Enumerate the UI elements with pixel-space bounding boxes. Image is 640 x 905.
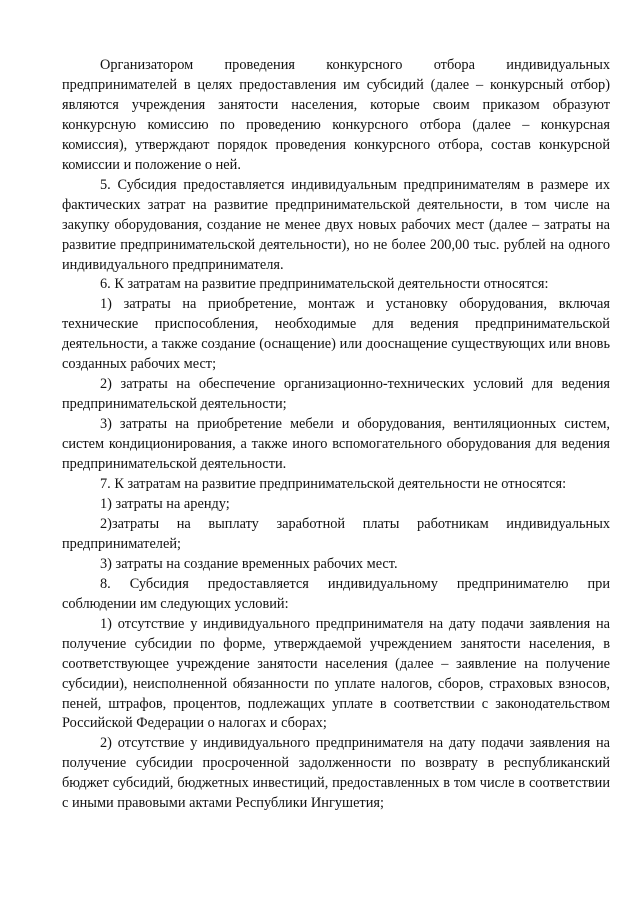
paragraph-item-6-3: 3) затраты на приобретение мебели и оборудования, вентиляционных систем, систем кондиционирования, а также иного вспомогательного оборудования для ведения предпринимательской деятельности. [62,416,610,473]
paragraph-item-7-3: 3) затраты на создание временных рабочих мест. [100,555,398,572]
paragraph-item-7-1: 1) затраты на аренду; [100,495,230,512]
paragraph-item-8-1: 1) отсутствие у индивидуального предпринимателя на дату подачи заявления на получение субсидии по форме, утверждаемой учреждением занятости населения, в соответствующее учреждение занятости населения (далее – заявление на получение субсидии), неисполненной обязанности по уплате налогов, сборов, страховых взносов, пеней, штрафов, процентов, подлежащих уплате в соответствии с законодательством Российской Федерации о налогах и сборах; [62,615,610,732]
paragraph-item-7: 7. К затратам на развитие предпринимательской деятельности не относятся: [100,476,567,493]
paragraph-item-7-2: 2)затраты на выплату заработной платы работникам индивидуальных предпринимателей; [62,515,610,552]
paragraph-item-8: 8. Субсидия предоставляется индивидуальному предпринимателю при соблюдении им следующих условий: [62,575,610,612]
paragraph-item-8-2: 2) отсутствие у индивидуального предпринимателя на дату подачи заявления на получение субсидии просроченной задолженности по возврату в республиканский бюджет субсидий, бюджетных инвестиций, предоставленных в том числе в соответствии с иными правовыми актами Республики Ингушетия; [62,735,610,812]
paragraph-item-6-1: 1) затраты на приобретение, монтаж и установку оборудования, включая технические приспособления, необходимые для ведения предпринимательской деятельности, а также создание (оснащение) или дооснащение существующих или вновь созданных рабочих мест; [62,296,610,373]
document-page [62,56,610,814]
paragraph-item-6: 6. К затратам на развитие предпринимательской деятельности относятся: [100,276,549,293]
paragraph-item-6-2: 2) затраты на обеспечение организационно-технических условий для ведения предпринимательской деятельности; [62,376,610,413]
paragraph-organizer: Организатором проведения конкурсного отбора индивидуальных предпринимателей в целях предоставления им субсидий (далее – конкурсный отбор) являются учреждения занятости населения, которые своим приказом образуют конкурсную комиссию по проведению конкурсного отбора (далее – конкурсная комиссия), утверждают порядок проведения конкурсного отбора, состав конкурсной комиссии и положение о ней. [62,57,610,173]
paragraph-item-5: 5. Субсидия предоставляется индивидуальным предпринимателям в размере их фактических затрат на развитие предпринимательской деятельности, в том числе на закупку оборудования, создание не менее двух новых рабочих мест (далее – затраты на развитие предпринимательской деятельности), но не более 200,00 тыс. рублей на одного индивидуального предпринимателя. [62,176,610,273]
